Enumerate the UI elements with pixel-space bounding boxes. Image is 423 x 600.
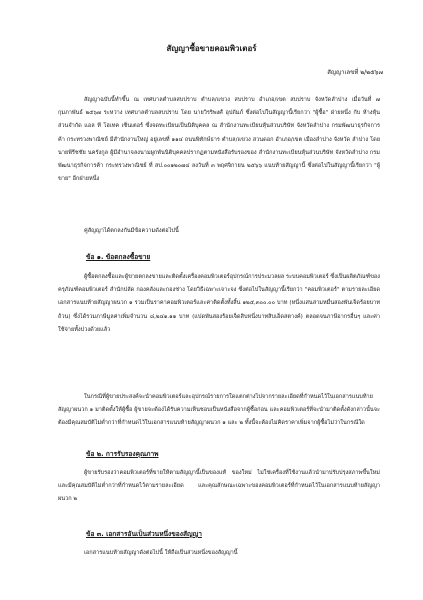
section-3-paragraph: เอกสารแนบท้ายสัญญาดังต่อไปนี้ ให้ถือเป็นส่วนหนึ่งของสัญญานี้ <box>84 550 238 556</box>
section-1-heading: ข้อ ๑. ข้อตกลงซื้อขาย <box>86 253 151 261</box>
contract-number: สัญญาเลขที่ ๒/๒๕๖๗ <box>327 69 383 76</box>
section-1-paragraph-1: ผู้ซื้อตกลงซื้อและผู้ขายตกลงขายและติดตั้งเครื่องคอมพิวเตอร์อุปกรณ์การประมวลผล ระบบคอมพิวเตอร์ ซึ่งเป็นผลิตภัณฑ์ของ ครุภัณฑ์คอมพิวเตอร์ สำนักปลัด กองคลังและกองช่าง โดยวิธีเฉพาะเจาะจง ซึ่งต่อไปในสัญญานี้เรียกว่า "คอมพิวเตอร์" ตามรายละเอียดเอกสารแนบท้ายสัญญาผนวก ๑ รวมเป็นราคาคอมพิวเตอร์และค่าติดตั้งทั้งสิ้น ๑๒๕,๓๐๐.๐๐ บาท (หนึ่งแสนสามหมื่นสองพันเจ็ดร้อยบาทถ้วน) ซึ่งได้รวมภาษีมูลค่าเพิ่มจำนวน ๘,๒๔๑.๑๑ บาท (แปดพันสองร้อยเจ็ดสิบหนึ่งบาทสิบเอ็ดสตางค์) ตลอดจนภาษีอากรอื่นๆ และค่าใช้จ่ายทั้งปวงด้วยแล้ว <box>58 274 381 333</box>
section-1-paragraph-2: ในกรณีที่ผู้ขายประสงค์จะนำคอมพิวเตอร์และอุปกรณ์รายการใดแตกต่างไปจากรายละเอียดที่กำหนดไว้ในเอกสารแนบท้ายสัญญาผนวก ๑ มาติดตั้งให้ผู้ซื้อ ผู้ขายจะต้องได้รับความเห็นชอบเป็นหนังสือจากผู้ซื้อก่อน และคอมพิวเตอร์ที่จะนำมาติดตั้งดังกล่าวนั้นจะต้องมีคุณสมบัติไม่ต่ำกว่าที่กำหนดไว้ในเอกสารแนบท้ายสัญญาผนวก ๑ และ ๒ ทั้งนี้จะต้องไม่คิดราคาเพิ่มจากผู้ซื้อไม่ว่าในกรณีใด <box>58 394 380 427</box>
document-title: สัญญาซื้อขายคอมพิวเตอร์ <box>166 44 257 53</box>
agreement-intro: คู่สัญญาได้ตกลงกันมีข้อความดังต่อไปนี้ <box>84 228 179 234</box>
section-2-paragraph: ผู้ขายรับรองว่าคอมพิวเตอร์ที่ขายให้ตามสัญญานี้เป็นของแท้ ของใหม่ ไม่ใช่เครื่องที่ใช้งานแล้วนำมาปรับปรุงสภาพขึ้นใหม่และมีคุณสมบัติไม่ต่ำกว่าที่กำหนดไว้ตามรายละเอียด และคุณลักษณะเฉพาะของคอมพิวเตอร์ที่กำหนดไว้ในเอกสารแนบท้ายสัญญาผนวก ๒ <box>58 470 380 503</box>
section-3-heading: ข้อ ๓. เอกสารอันเป็นส่วนหนึ่งของสัญญา <box>86 530 202 538</box>
section-2-heading: ข้อ ๒. การรับรองคุณภาพ <box>86 450 159 458</box>
preamble-paragraph: สัญญาฉบับนี้ทำขึ้น ณ เทศบาลตำบลสบปราบ ตำบล/แขวง สบปราบ อำเภอ/เขต สบปราบ จังหวัดลำปาง เมื่อวันที่ ๗ กุมภาพันธ์ ๒๕๖๗ ระหว่าง เทศบาลตำบลสบปราบ โดย นายวิรริพงศ์ อุปถัมภ์ ซึ่งต่อไปในสัญญานี้เรียกว่า "ผู้ซื้อ" ฝ่ายหนึ่ง กับ ห้างหุ้นส่วนจำกัด แอล ที โฮเทค เซ็นเตอร์ ซึ่งจดทะเบียนเป็นนิติบุคคล ณ สำนักงานทะเบียนหุ้นส่วนบริษัท จังหวัดลำปาง กรมพัฒนาธุรกิจการค้า กระทรวงพาณิชย์ มีสำนักงานใหญ่ อยู่เลขที่ ๑๑๔ ถนนพิทักษ์ธาร ตำบล/แขวง สวนดอก อำเภอ/เขต เมืองลำปาง จังหวัด ลำปาง โดยนายพีรีชชัย นครังกูล ผู้มีอำนาจลงนามผูกพันนิติบุคคลปรากฏตามหนังสือรับรองของ สำนักงานทะเบียนหุ้นส่วนบริษัท จังหวัดลำปาง กรมพัฒนาธุรกิจการค้า กระทรวงพาณิชย์ ที่ สป.๐๐๑๒๐๗๔ ลงวันที่ ๓ พฤศจิกายน ๒๕๖๖ แนบท้ายสัญญานี้ ซึ่งต่อไปในสัญญานี้เรียกว่า "ผู้ขาย" อีกฝ่ายหนึ่ง <box>58 97 380 183</box>
